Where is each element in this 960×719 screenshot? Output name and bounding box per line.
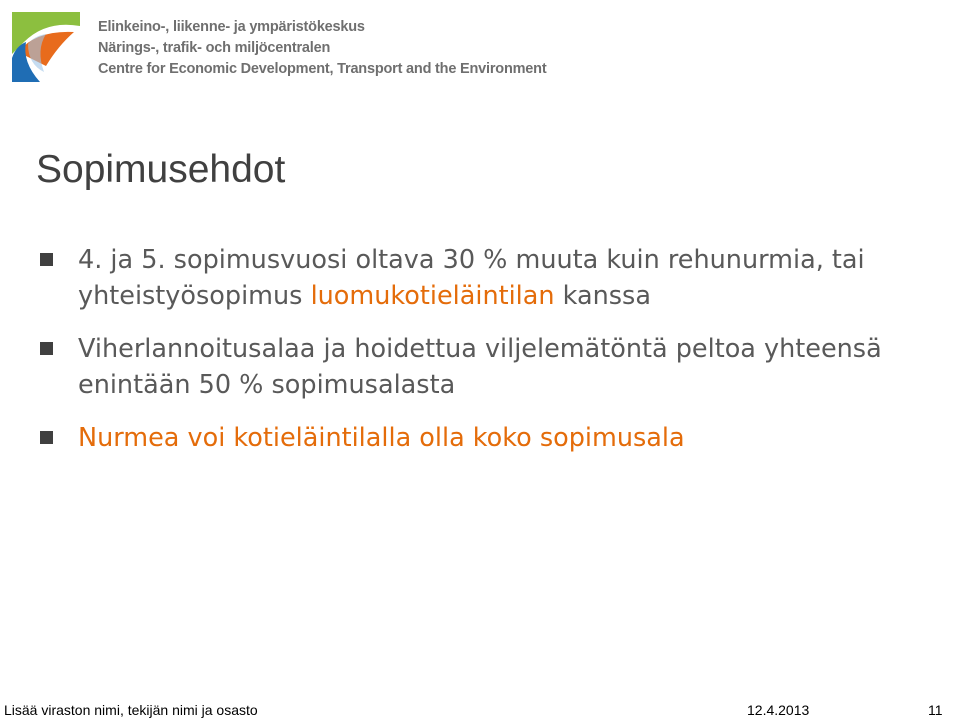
bullet-highlight: luomukotieläintilan (310, 281, 555, 311)
bullet-item (40, 331, 940, 403)
bullet-text: 4. ja 5. sopimusvuosi oltava 30 % muuta kuin rehunurmia, tai yhteistyösopimus (78, 245, 865, 311)
square-bullet-icon (40, 431, 53, 444)
bullet-text: kanssa (554, 281, 651, 311)
organization-name (98, 17, 546, 80)
org-name-swedish: Närings-, trafik- och miljöcentralen (98, 40, 331, 56)
ely-centre-logo-icon (6, 6, 88, 86)
footer-date: 12.4.2013 (747, 702, 810, 718)
bullet-item (40, 242, 940, 314)
bullet-list (40, 242, 940, 473)
bullet-text: Viherlannoitusalaa ja hoidettua viljelemätöntä peltoa yhteensä enintään 50 % sopimusalasta (78, 334, 882, 400)
bullet-highlight: Nurmea voi kotieläintilalla olla koko sopimusala (78, 423, 685, 453)
bullet-item (40, 420, 940, 456)
footer-organization: Lisää viraston nimi, tekijän nimi ja osasto (4, 702, 258, 718)
org-name-finnish: Elinkeino-, liikenne- ja ympäristökeskus (98, 19, 365, 35)
page-number: 11 (928, 702, 943, 718)
org-name-english: Centre for Economic Development, Transport and the Environment (98, 61, 547, 77)
square-bullet-icon (40, 253, 53, 266)
slide-title: Sopimusehdot (36, 148, 286, 191)
square-bullet-icon (40, 342, 53, 355)
